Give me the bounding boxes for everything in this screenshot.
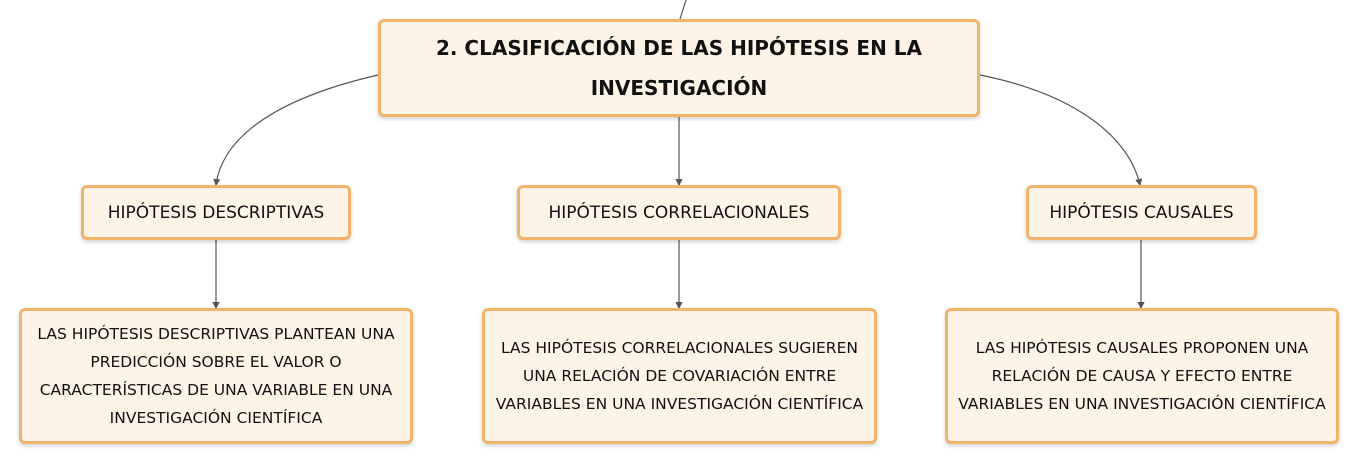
topic-node-correlacionales[interactable]: [517, 185, 841, 240]
detail-node-correlacionales[interactable]: [482, 308, 877, 444]
topic-label-correlacionales: HIPÓTESIS CORRELACIONALES: [548, 202, 810, 223]
detail-text-correlacionales: LAS HIPÓTESIS CORRELACIONALES SUGIEREN UNA RELACIÓN DE COVARIACIÓN ENTRE VARIABLES EN UNA INVESTIGACIÓN CIENTÍFICA: [495, 339, 864, 413]
topic-label-causales: HIPÓTESIS CAUSALES: [1049, 202, 1234, 223]
detail-text-descriptivas: LAS HIPÓTESIS DESCRIPTIVAS PLANTEAN UNA PREDICCIÓN SOBRE EL VALOR O CARACTERÍSTICAS DE UNA VARIABLE EN UNA INVESTIGACIÓN CIENTÍFICA: [37, 325, 395, 427]
topic-node-causales[interactable]: [1026, 185, 1257, 240]
topic-node-descriptivas[interactable]: [81, 185, 351, 240]
detail-text-causales: LAS HIPÓTESIS CAUSALES PROPONEN UNA RELACIÓN DE CAUSA Y EFECTO ENTRE VARIABLES EN UNA INVESTIGACIÓN CIENTÍFICA: [958, 339, 1326, 413]
root-topic-node[interactable]: [378, 19, 980, 117]
topic-label-descriptivas: HIPÓTESIS DESCRIPTIVAS: [107, 202, 325, 223]
connector-root-to-descriptivas: [216, 75, 378, 185]
connector-parent-to-root: [680, 0, 686, 19]
detail-node-descriptivas[interactable]: [19, 308, 413, 444]
root-topic-label: 2. CLASIFICACIÓN DE LAS HIPÓTESIS EN LA INVESTIGACIÓN: [435, 36, 923, 100]
connector-root-to-causales: [980, 75, 1140, 185]
detail-node-causales[interactable]: [945, 308, 1339, 444]
